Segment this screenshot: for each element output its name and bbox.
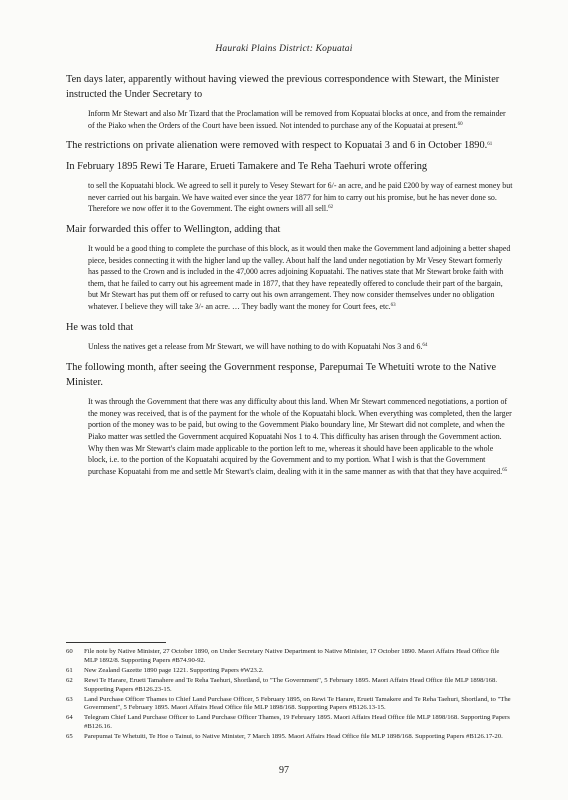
quotation-4: Unless the natives get a release from Mr Stewart, we will have nothing to do with Kopuatahi Nos 3 and 6.64: [88, 341, 428, 351]
paragraph-2: The restrictions on private alienation were removed with respect to Kopuatai 3 and 6 in October 1890.61: [66, 140, 493, 152]
footnote-text: Land Purchase Officer Thames to Chief Land Purchase Officer, 5 February 1895, on Rewi Te Harare, Erueti Tamakere and Te Reha Taehuri, Shortland, to "The Government", 5 February 1895. Maori Affairs Head Office file MLP 1898/168. Supporting Papers #B126.13-15.: [84, 695, 511, 712]
footnote-number: 62: [66, 676, 73, 684]
footnote-ref-63: 63: [390, 302, 396, 308]
footnote-ref-64: 64: [422, 342, 428, 348]
page-number: 97: [279, 765, 289, 776]
footnote-text: Parepumai Te Whetuiti, Te Hoe o Tainui, to Native Minister, 7 March 1895. Maori Affairs Head Office file MLP 1898/168. Supporting Papers #B126.17-20.: [84, 733, 503, 741]
quotation-5: It was through the Government that there was any difficulty about this land. When Mr Stewart commenced negotiations, a portion of the money was received, that is of the payment for the whole of the Kopuatahi block. When everything was completed, then the larger portion of the money was to be paid, but owing to the Government Piako boundary line, Mr Stewart did not complete, and when the Piako matter was settled the Government acquired Kopuatahi Nos 1 to 4. This difficulty has arisen through the Government action. Why then was Mr Stewart's claim made applicable to the portion left to me, whereas it should have been applicable to the whole block, i.e. to the portion of the Kopuatahi acquired by the Government and to my portion. What I wish is that the Government purchase Kopuatahi from me and settle Mr Stewart's claim, dealing with it in the same manner as with that that they have acquired.$^{65}$: [88, 397, 512, 476]
footnote-63: [66, 696, 514, 714]
footnote-64: [66, 714, 514, 732]
footnote-divider: [66, 642, 166, 643]
footnote-ref-62: 62: [328, 205, 334, 211]
footnote-65: [66, 733, 514, 742]
footnote-number: 61: [66, 666, 73, 674]
footnote-number: 60: [66, 648, 73, 655]
paragraph-5: He was told that: [66, 321, 134, 333]
footnote-ref-60: 60: [457, 121, 463, 127]
paragraph-1: Ten days later, apparently without having viewed the previous correspondence with Stewart, the Minister instructed the Under Secretary to: [66, 74, 500, 100]
quotation-3: It would be a good thing to complete the purchase of this block, as it would then make the Government land adjoining a better shaped piece, besides connecting it with the higher land up the valley. About half the land under negotiation by Mr Vesey Stewart formerly has passed to the Crown and is included in the 47,000 acres adjoining Kopuatahi. The natives state that Mr Stewart broke faith with them, that he failed to carry out his agreement made in 1877, that they have repeatedly offered to conclude their part of the bargain, but Mr Stewart has put them off or refused to carry out his own arrangement. They now consider themselves under no obligation whatever. I believe they will take 3/- an acre. … They badly want the money for Court fees, etc.$^{63}$: [88, 243, 511, 311]
footnote-ref-61: 61: [487, 142, 493, 148]
footnote-60: [66, 648, 514, 666]
body-text: [66, 72, 514, 484]
footnote-text: File note by Native Minister, 27 October 1890, on Under Secretary Native Department to Native Minister, 17 October 1890. Maori Affairs Head Office file MLP 1892/8. Supporting Papers #B74.90-92.: [84, 648, 500, 664]
footnote-number: 63: [66, 695, 73, 703]
quotation-1: Inform Mr Stewart and also Mr Tizard that the Proclamation will be removed from Kopuatai blocks at once, and from the remainder of the Piako when the Orders of the Court have been issued. Not intended to purchase any of the Kopuatai at present.$^{60}$: [88, 109, 506, 130]
footnote-61: [66, 667, 514, 676]
footnotes: [66, 648, 514, 743]
footnote-text: Telegram Chief Land Purchase Officer to Land Purchase Officer Thames, 19 February 1895. Maori Affairs Head Office file MLP 1898/168. Supporting Papers #B126.16.: [84, 714, 510, 731]
paragraph-6: The following month, after seeing the Government response, Parepumai Te Whetuiti wrote to the Native Minister.: [66, 362, 497, 389]
footnote-text: New Zealand Gazette 1890 page 1221. Supporting Papers #W23.2.: [84, 666, 264, 674]
running-title: Hauraki Plains District: Kopuatai: [215, 44, 353, 54]
footnote-ref-65: 65: [502, 467, 508, 473]
quotation-2: to sell the Kopuatahi block. We agreed to sell it purely to Vesey Stewart for 6/- an acre, and he paid £200 by way of earnest money but never carried out his bargain. We have waited ever since the year 1877 for him to carry out his promise, but he has never done so. Therefore we now offer it to the Government. The eight owners will all sell.$^{62}$: [88, 181, 513, 214]
footnote-number: 64: [66, 714, 73, 722]
paragraph-4: Mair forwarded this offer to Wellington, adding that: [66, 223, 281, 235]
footnote-number: 65: [66, 733, 73, 741]
footnote-text: Rewi Te Harare, Erueti Tamahere and Te Reha Taehuri, Shortland, to "The Government", 5 February 1895. Maori Affairs Head Office file MLP 1898/168. Supporting Papers #B126.23-15.: [84, 676, 498, 693]
paragraph-3: In February 1895 Rewi Te Harare, Erueti Tamakere and Te Reha Taehuri wrote offering: [66, 161, 427, 173]
footnote-62: [66, 677, 514, 695]
